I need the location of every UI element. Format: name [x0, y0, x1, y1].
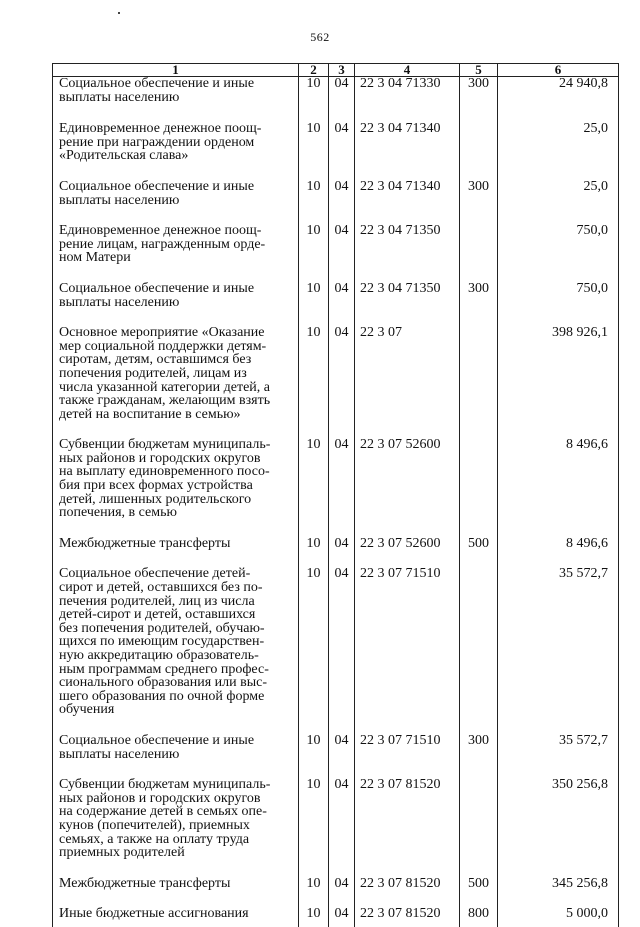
- row-amount: 5 000,0: [498, 907, 619, 927]
- row-target-article: 22 3 07 81520: [355, 778, 460, 877]
- row-expense-type: 800: [460, 907, 498, 927]
- row-amount: 25,0: [498, 121, 619, 180]
- row-subsection: 04: [329, 282, 355, 326]
- row-section: 10: [299, 778, 329, 877]
- row-subsection: 04: [329, 537, 355, 568]
- table-header-row: [53, 64, 619, 77]
- table-row: [53, 326, 619, 438]
- row-expense-type: 500: [460, 537, 498, 568]
- row-description: Социальное обеспечение и иные выплаты населению: [53, 180, 299, 224]
- row-target-article: 22 3 04 71330: [355, 77, 460, 122]
- row-target-article: 22 3 04 71350: [355, 282, 460, 326]
- header-col-4: 4: [355, 64, 460, 77]
- row-section: 10: [299, 567, 329, 734]
- table-row: [53, 877, 619, 908]
- row-subsection: 04: [329, 77, 355, 122]
- row-description: Социальное обеспечение и иные выплаты населению: [53, 734, 299, 778]
- row-amount: 345 256,8: [498, 877, 619, 908]
- table-row: [53, 907, 619, 927]
- row-description: Межбюджетные трансферты: [53, 877, 299, 908]
- row-target-article: 22 3 07 81520: [355, 907, 460, 927]
- row-description: Социальное обеспечение детей- сирот и детей, оставшихся без по- печения родителей, лиц из числа детей-сирот и детей, оставшихся без попечения родителей, обучаю- щихся по имеющим государствен- ную аккредитацию образователь- ным программам среднего профес- сионального образования или выс- шего образования по очной форме обучения: [53, 567, 299, 734]
- row-expense-type: 300: [460, 282, 498, 326]
- row-amount: 24 940,8: [498, 77, 619, 122]
- row-expense-type: [460, 438, 498, 537]
- row-subsection: 04: [329, 907, 355, 927]
- header-col-1: 1: [53, 64, 299, 77]
- table-row: [53, 567, 619, 734]
- table-row: [53, 77, 619, 122]
- row-amount: 35 572,7: [498, 734, 619, 778]
- row-subsection: 04: [329, 326, 355, 438]
- row-description: Субвенции бюджетам муниципаль- ных районов и городских округов на выплату единовременного посо- бия при всех формах устройства детей, лишенных родительского попечения, в семью: [53, 438, 299, 537]
- row-description: Межбюджетные трансферты: [53, 537, 299, 568]
- row-section: 10: [299, 907, 329, 927]
- row-description: Иные бюджетные ассигнования: [53, 907, 299, 927]
- table-row: [53, 734, 619, 778]
- row-description: Основное мероприятие «Оказание мер социальной поддержки детям- сиротам, детям, оставшимся без попечения родителей, лицам из числа указанной категории детей, а также гражданам, желающим взять детей на воспитание в семью»: [53, 326, 299, 438]
- row-target-article: 22 3 04 71350: [355, 224, 460, 282]
- row-subsection: 04: [329, 121, 355, 180]
- scan-mark: [118, 12, 120, 14]
- row-target-article: 22 3 07 71510: [355, 734, 460, 778]
- row-description: Единовременное денежное поощ- рение лицам, награжденным орде- ном Матери: [53, 224, 299, 282]
- row-amount: 8 496,6: [498, 537, 619, 568]
- row-subsection: 04: [329, 734, 355, 778]
- row-subsection: 04: [329, 567, 355, 734]
- table-row: [53, 438, 619, 537]
- row-amount: 8 496,6: [498, 438, 619, 537]
- header-col-2: 2: [299, 64, 329, 77]
- row-amount: 398 926,1: [498, 326, 619, 438]
- row-subsection: 04: [329, 180, 355, 224]
- row-section: 10: [299, 326, 329, 438]
- row-description: Единовременное денежное поощ- рение при награждении орденом «Родительская слава»: [53, 121, 299, 180]
- table-row: [53, 778, 619, 877]
- row-section: 10: [299, 537, 329, 568]
- row-expense-type: 300: [460, 77, 498, 122]
- row-expense-type: 500: [460, 877, 498, 908]
- table-row: [53, 537, 619, 568]
- row-section: 10: [299, 734, 329, 778]
- row-description: Субвенции бюджетам муниципаль- ных районов и городских округов на содержание детей в семьях опе- кунов (попечителей), приемных семьях, а также на оплату труда приемных родителей: [53, 778, 299, 877]
- row-amount: 350 256,8: [498, 778, 619, 877]
- row-target-article: 22 3 04 71340: [355, 180, 460, 224]
- row-section: 10: [299, 180, 329, 224]
- table-body: [53, 77, 619, 927]
- row-expense-type: 300: [460, 180, 498, 224]
- table-row: [53, 224, 619, 282]
- row-subsection: 04: [329, 224, 355, 282]
- row-amount: 25,0: [498, 180, 619, 224]
- row-target-article: 22 3 07 81520: [355, 877, 460, 908]
- table-row: [53, 180, 619, 224]
- row-subsection: 04: [329, 438, 355, 537]
- header-col-3: 3: [329, 64, 355, 77]
- row-target-article: 22 3 07: [355, 326, 460, 438]
- header-col-6: 6: [498, 64, 619, 77]
- header-col-5: 5: [460, 64, 498, 77]
- row-description: Социальное обеспечение и иные выплаты населению: [53, 282, 299, 326]
- row-section: 10: [299, 282, 329, 326]
- row-target-article: 22 3 07 52600: [355, 537, 460, 568]
- row-expense-type: 300: [460, 734, 498, 778]
- row-target-article: 22 3 07 52600: [355, 438, 460, 537]
- row-expense-type: [460, 224, 498, 282]
- row-section: 10: [299, 877, 329, 908]
- row-amount: 35 572,7: [498, 567, 619, 734]
- page-number: 562: [310, 30, 330, 44]
- row-expense-type: [460, 121, 498, 180]
- table-row: [53, 121, 619, 180]
- row-subsection: 04: [329, 877, 355, 908]
- row-amount: 750,0: [498, 282, 619, 326]
- row-expense-type: [460, 567, 498, 734]
- row-section: 10: [299, 224, 329, 282]
- row-subsection: 04: [329, 778, 355, 877]
- row-expense-type: [460, 778, 498, 877]
- row-amount: 750,0: [498, 224, 619, 282]
- row-section: 10: [299, 438, 329, 537]
- row-section: 10: [299, 121, 329, 180]
- row-expense-type: [460, 326, 498, 438]
- row-section: 10: [299, 77, 329, 122]
- row-target-article: 22 3 04 71340: [355, 121, 460, 180]
- budget-table: [52, 63, 619, 927]
- table-row: [53, 282, 619, 326]
- row-description: Социальное обеспечение и иные выплаты населению: [53, 77, 299, 122]
- row-target-article: 22 3 07 71510: [355, 567, 460, 734]
